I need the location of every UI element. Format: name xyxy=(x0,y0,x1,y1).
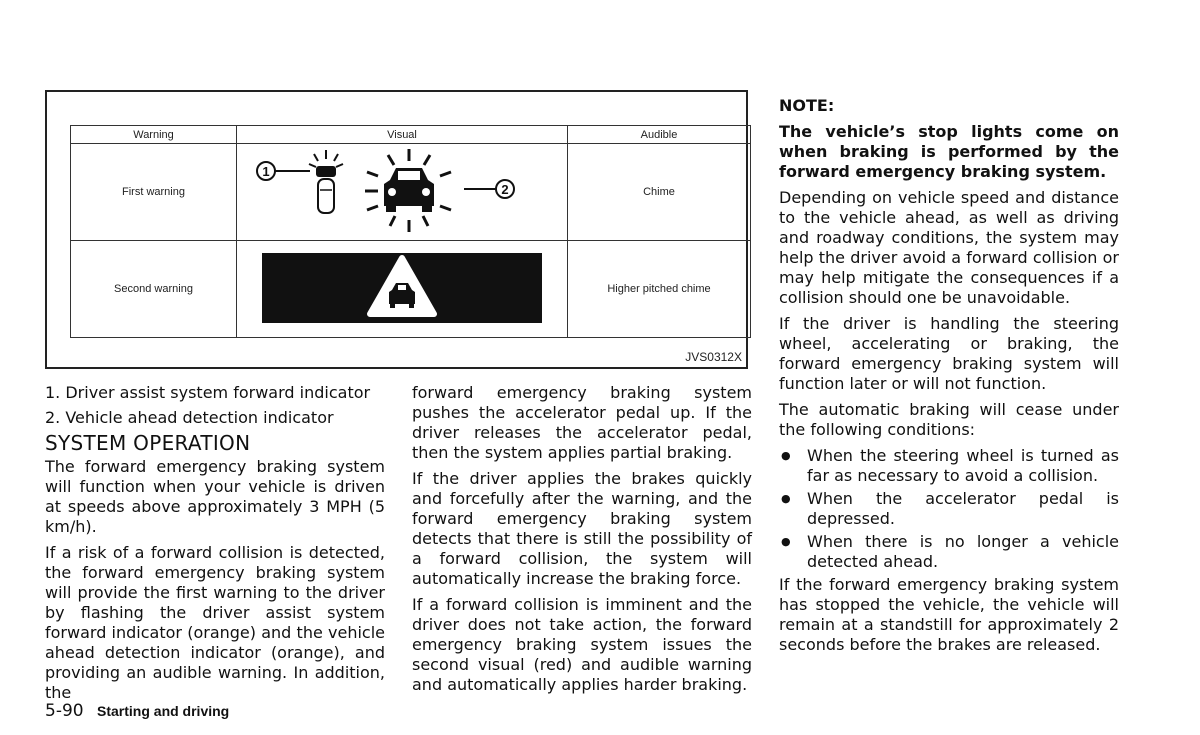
paragraph: forward emergency braking system pushes the accelerator pedal up. If the driver releases the accelerator pedal, then the system applies partial braking. xyxy=(412,383,752,462)
second-warning-display xyxy=(262,252,542,324)
warning-table xyxy=(70,125,751,338)
second-warning-visual xyxy=(237,241,568,338)
paragraph: Depending on vehicle speed and distance to the vehicle ahead, as well as driving and roadway conditions, the system may help the driver avoid a forward collision or may help mitigate the consequences if a collision should one be unavoidable. xyxy=(779,188,1119,307)
figure-code: JVS0312X xyxy=(685,350,742,364)
callout-2: 2 xyxy=(501,181,509,197)
paragraph: The automatic braking will cease under the following conditions: xyxy=(779,400,1119,439)
paragraph: If the forward emergency braking system has stopped the vehicle, the vehicle will remain at a standstill for approximately 2 seconds before the brakes are released. xyxy=(779,575,1119,654)
list-item: ● When the accelerator pedal is depressed. xyxy=(779,489,1119,529)
note-title: NOTE: xyxy=(779,96,835,115)
header-warning: Warning xyxy=(71,126,237,144)
first-warning-visual xyxy=(237,144,568,241)
footer-section-title: Starting and driving xyxy=(97,703,230,719)
vehicle-ahead-indicator-icon xyxy=(365,149,451,232)
first-warning-audible: Chime xyxy=(568,144,751,241)
second-warning-label: Second warning xyxy=(71,241,237,338)
legend-list xyxy=(45,383,385,428)
column-1 xyxy=(45,383,385,709)
paragraph: If a forward collision is imminent and the driver does not take action, the forward emergency braking system issues the second visual (red) and audible warning and automatically applies harder braking. xyxy=(412,595,752,694)
conditions-list xyxy=(779,446,1119,572)
legend-item: 1. Driver assist system forward indicator xyxy=(45,383,371,402)
callout-1: 1 xyxy=(262,163,270,179)
header-visual: Visual xyxy=(237,126,568,144)
paragraph: If the driver applies the brakes quickly and forcefully after the warning, and the forward emergency braking system detects that there is still the possibility of a forward collision, the system will automatically increase the braking force. xyxy=(412,469,752,588)
table-row xyxy=(71,241,751,338)
page-footer xyxy=(45,701,229,721)
section-title: SYSTEM OPERATION xyxy=(45,431,251,455)
first-warning-label: First warning xyxy=(71,144,237,241)
list-item: ● When there is no longer a vehicle detected ahead. xyxy=(779,532,1119,572)
legend-item: 2. Vehicle ahead detection indicator xyxy=(45,408,334,427)
table-row xyxy=(71,144,751,241)
paragraph: If a risk of a forward collision is detected, the forward emergency braking system will provide the first warning to the driver by flashing the driver assist system forward indicator (orange) and the vehicle ahead detection indicator (orange), and providing an audible warning. In addition, the xyxy=(45,543,385,702)
first-warning-illustration xyxy=(252,146,552,236)
paragraph: If the driver is handling the steering wheel, accelerating or braking, the forward emergency braking system will function later or will not function. xyxy=(779,314,1119,393)
column-2 xyxy=(412,383,752,701)
page-number: 5-90 xyxy=(45,701,84,721)
column-3-note xyxy=(779,96,1119,661)
list-item: ● When the steering wheel is turned as far as necessary to avoid a collision. xyxy=(779,446,1119,486)
second-warning-audible: Higher pitched chime xyxy=(568,241,751,338)
paragraph: The forward emergency braking system will function when your vehicle is driven at speeds above approximately 3 MPH (5 km/h). xyxy=(45,457,385,536)
warning-figure xyxy=(45,90,748,369)
driver-assist-indicator-icon xyxy=(309,150,343,213)
note-bold-text: The vehicle’s stop lights come on when braking is performed by the forward emergency braking system. xyxy=(779,122,1119,181)
header-audible: Audible xyxy=(568,126,751,144)
